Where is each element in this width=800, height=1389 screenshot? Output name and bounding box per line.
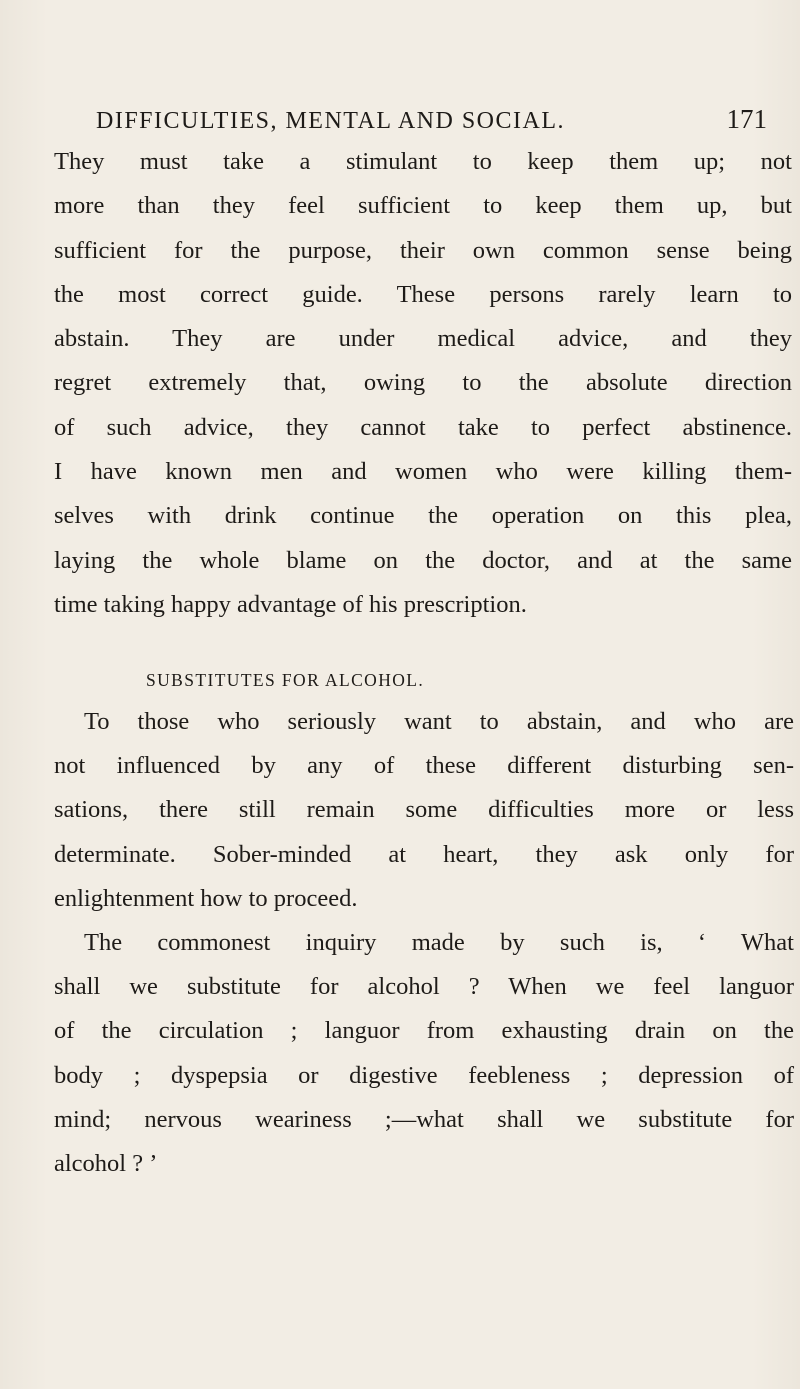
paragraph-2-and-3 — [54, 700, 794, 1186]
text-line: the most correct guide. These persons rarely learn to — [54, 280, 792, 308]
text-line: selves with drink continue the operation on this plea, — [54, 502, 792, 530]
running-title: DIFFICULTIES, MENTAL AND SOCIAL. — [96, 108, 565, 134]
text-line: enlightenment how to proceed. — [54, 884, 358, 912]
text-line: sufficient for the purpose, their own common sense being — [54, 236, 792, 264]
text-line: not influenced by any of these different disturbing sen- — [54, 752, 794, 780]
page-number: 171 — [726, 104, 767, 134]
text-line: shall we substitute for alcohol ? When we feel languor — [54, 973, 794, 1001]
text-line: of such advice, they cannot take to perfect abstinence. — [54, 413, 792, 441]
text-line: determinate. Sober-minded at heart, they ask only for — [54, 840, 794, 868]
paragraph-1 — [54, 140, 792, 627]
text-line: more than they feel sufficient to keep them up, but — [54, 192, 792, 220]
text-line: I have known men and women who were killing them- — [54, 458, 792, 486]
text-line: abstain. They are under medical advice, and they — [54, 325, 792, 353]
text-line: time taking happy advantage of his prescription. — [54, 590, 527, 618]
text-line: laying the whole blame on the doctor, and at the same — [54, 546, 792, 574]
text-line: mind; nervous weariness ;—what shall we substitute for — [54, 1105, 794, 1133]
section-heading: SUBSTITUTES FOR ALCOHOL. — [146, 670, 425, 690]
text-line: of the circulation ; languor from exhausting drain on the — [54, 1017, 794, 1045]
text-line: To those who seriously want to abstain, and who are — [84, 708, 794, 735]
text-line: The commonest inquiry made by such is, ‘ What — [84, 928, 794, 956]
text-line: regret extremely that, owing to the absolute direction — [54, 369, 792, 397]
text-line: body ; dyspepsia or digestive feebleness ; depression of — [54, 1061, 794, 1089]
running-head — [96, 104, 767, 140]
text-line: sations, there still remain some difficulties more or less — [54, 796, 794, 824]
text-line: They must take a stimulant to keep them up; not — [54, 148, 792, 175]
text-line: alcohol ? ’ — [54, 1149, 158, 1177]
